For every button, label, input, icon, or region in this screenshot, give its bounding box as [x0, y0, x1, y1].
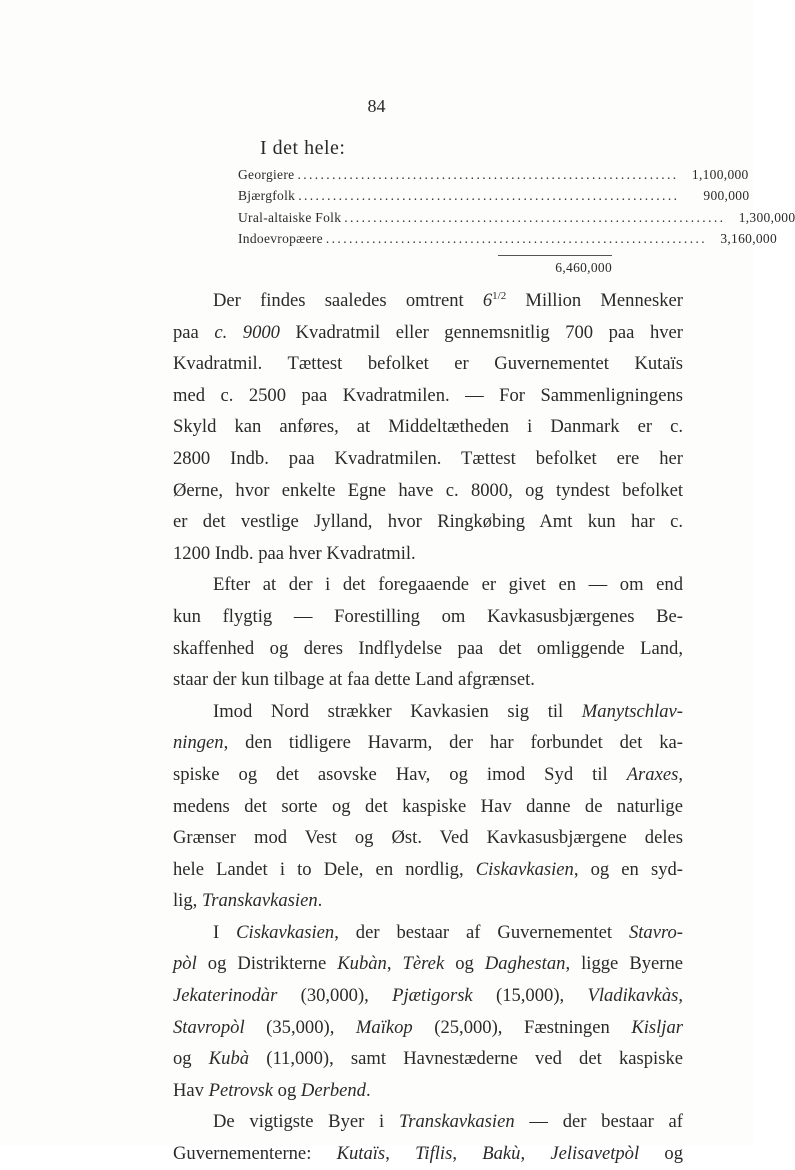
place-name: Transkavkasien — [398, 1111, 515, 1133]
text-line: med c. 2500 paa Kvadratmilen. — For Sammenligningens — [173, 384, 683, 406]
text-line: spiske og det asovske Hav, og imod Syd til Araxes, — [173, 763, 683, 785]
place-name: Kubàn — [337, 953, 387, 975]
place-name: Transkavkasien — [201, 890, 318, 912]
text-line: pòl og Distrikterne Kubàn, Tèrek og Daghestan, ligge Byerne — [173, 953, 684, 975]
text-line: hele Landet i to Dele, en nordlig, Ciskavkasien, og en syd- — [173, 858, 683, 880]
text-line: 2800 Indb. paa Kvadratmilen. Tættest befolket ere her — [173, 447, 683, 469]
place-name: Bakù — [482, 1143, 521, 1165]
place-name: Tèrek — [402, 953, 445, 975]
place-name: Ciskavkasien — [236, 921, 335, 943]
table-row — [238, 188, 750, 209]
row-label: Indoevropæere — [238, 230, 323, 246]
row-value: 3,160,000 — [720, 230, 778, 246]
fraction: $6^{1/2}$ — [482, 290, 507, 311]
text-line: ningen, den tidligere Havarm, der har forbundet det ka- — [173, 732, 683, 754]
place-name: Kubà — [208, 1048, 250, 1070]
page-number: 84 — [367, 96, 386, 116]
place-name: Manytschlav- — [581, 700, 683, 722]
place-name: Jelisavetpòl — [550, 1143, 640, 1165]
sum-rule — [498, 255, 612, 256]
text-line: og Kubà (11,000), samt Havnestæderne ved det kaspiske — [173, 1048, 683, 1070]
place-name: Derbend — [300, 1079, 366, 1101]
place-name: ningen — [173, 732, 224, 754]
text-line: Efter at der i det foregaaende er givet en — om end — [213, 574, 683, 596]
table-row — [238, 209, 795, 231]
row-label: Bjærgfolk — [238, 188, 296, 204]
place-name: Vladikavkàs — [587, 985, 679, 1007]
text-line: medens det sorte og det kaspiske Hav danne de naturlige — [173, 795, 683, 817]
body-text — [173, 285, 683, 1170]
place-name: Stavro- — [628, 921, 684, 943]
text-line: Jekaterinodàr (30,000), Pjætigorsk (15,000), Vladikavkàs, — [173, 985, 684, 1007]
place-name: Kisljar — [631, 1016, 683, 1038]
text-line: Kvadratmil. Tættest befolket er Guvernementet Kutaïs — [173, 353, 683, 375]
place-name: Ciskavkasien — [475, 858, 574, 880]
place-name: Tiflis — [415, 1143, 453, 1165]
text-line: Grænser mod Vest og Øst. Ved Kavkasusbjærgene deles — [173, 827, 683, 849]
text-line: Stavropòl (35,000), Maïkop (25,000), Fæstningen Kisljar — [173, 1016, 683, 1038]
text-line: Imod Nord strækker Kavkasien sig til Manytschlav- — [213, 700, 683, 722]
place-name: Pjætigorsk — [392, 985, 473, 1007]
row-label: Ural-altaiske Folk — [238, 209, 342, 225]
place-name: Jekaterinodàr — [173, 985, 278, 1007]
text-line: kun flygtig — Forestilling om Kavkasusbjærgenes Be- — [173, 605, 683, 627]
table-row — [238, 167, 749, 188]
place-name: Stavropòl — [173, 1016, 245, 1038]
row-label: Georgiere — [238, 167, 295, 182]
text-line: De vigtigste Byer i Transkavkasien — der bestaar af — [213, 1111, 683, 1133]
row-value: 1,100,000 — [691, 167, 749, 182]
section-heading: I det hele: — [260, 137, 346, 159]
text-line: skaffenhed og deres Indflydelse paa det omliggende Land, — [173, 637, 683, 659]
table-row — [238, 230, 778, 252]
text-line: Øerne, hvor enkelte Egne have c. 8000, og tyndest befolket — [173, 479, 683, 501]
text-line: er det vestlige Jylland, hvor Ringkøbing Amt kun har c. — [173, 511, 683, 533]
leader-dots: .................................................................. — [344, 209, 726, 225]
leader-dots: .................................................................. — [298, 188, 680, 204]
leader-dots: .................................................................. — [297, 167, 679, 182]
text-line: staar der kun tilbage at faa dette Land afgrænset. — [173, 669, 535, 691]
place-name: Petrovsk — [208, 1079, 274, 1101]
place-name: Kutaïs — [336, 1143, 386, 1165]
text-line: Skyld kan anføres, at Middeltætheden i Danmark er c. — [173, 416, 683, 438]
place-name: Araxes — [626, 763, 679, 785]
place-name: pòl — [173, 953, 197, 975]
row-value: 900,000 — [703, 188, 750, 204]
text-line: lig, Transkavkasien. — [173, 890, 323, 912]
text-line: Guvernementerne: Kutaïs, Tiflis, Bakù, Jelisavetpòl og — [173, 1143, 684, 1165]
population-table — [238, 167, 795, 282]
table-total: 6,460,000 — [555, 260, 612, 276]
text-line: Der findes saaledes omtrent $6^{1/2}$ Million Mennesker — [213, 290, 683, 311]
text-line: I Ciskavkasien, der bestaar af Guvernementet Stavro- — [213, 921, 684, 943]
place-name: Maïkop — [355, 1016, 413, 1038]
leader-dots: .................................................................. — [325, 230, 708, 246]
text-line: Hav Petrovsk og Derbend. — [173, 1079, 371, 1101]
text-line: 1200 Indb. paa hver Kvadratmil. — [173, 542, 416, 564]
place-name: Daghestan — [484, 953, 566, 975]
row-value: 1,300,000 — [738, 209, 795, 225]
text-line: paa c. 9000 Kvadratmil eller gennemsnitlig 700 paa hver — [173, 321, 683, 343]
